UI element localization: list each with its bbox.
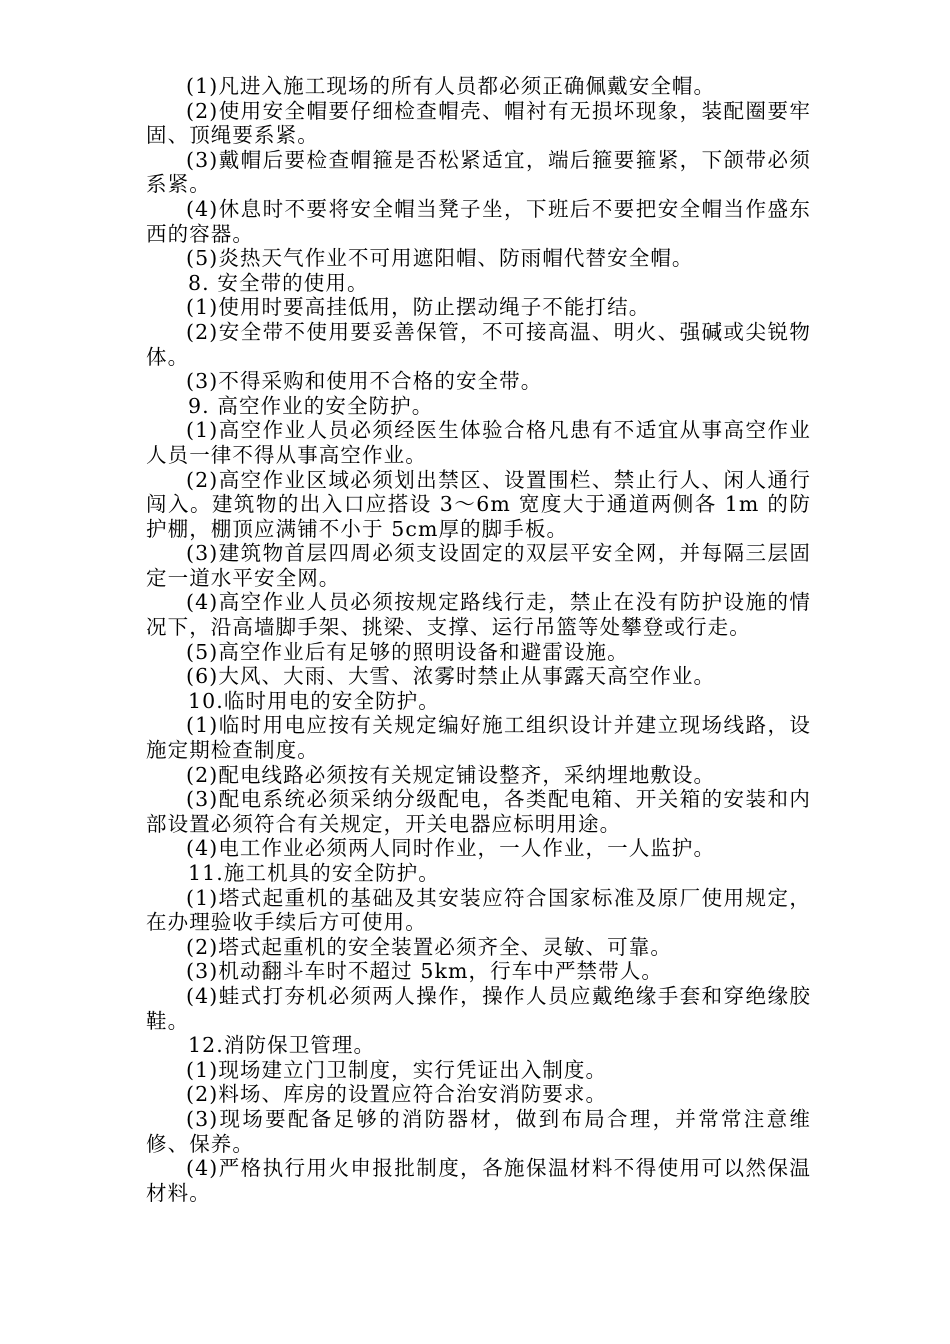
list-item: (3)机动翻斗车时不超过 5km，行车中严禁带人。 [186,959,663,984]
list-item: (4)休息时不要将安全帽当凳子坐，下班后不要把安全帽当作盛东西的容器。 [146,196,811,246]
list-item: (5)炎热天气作业不可用遮阳帽、防雨帽代替安全帽。 [186,246,694,271]
list-item: (4)严格执行用火申报批制度，各施保温材料不得使用可以然保温材料。 [146,1156,811,1205]
list-item: (1)凡进入施工现场的所有人员都必须正确佩戴安全帽。 [186,74,716,98]
list-item: (3)配电系统必须采纳分级配电，各类配电箱、开关箱的安装和内部设置必须符合有关规定，开关电器应标明用途。 [146,787,811,836]
section-heading: 10.临时用电的安全防护。 [188,688,440,713]
list-item: (1)高空作业人员必须经医生体验合格凡患有不适宜从事高空作业人员一律不得从事高空作业。 [146,418,811,467]
section-heading: 11.施工机具的安全防护。 [188,861,440,885]
list-item: (4)电工作业必须两人同时作业，一人作业，一人监护。 [186,836,716,861]
list-item: (2)安全带不使用要妥善保管，不可接高温、明火、强碱或尖锐物体。 [146,319,811,369]
list-item: (3)建筑物首层四周必须支设固定的双层平安全网，并每隔三层固定一道水平安全网。 [146,541,811,590]
list-item: (3)不得采购和使用不合格的安全带。 [186,369,543,394]
list-item: (2)使用安全帽要仔细检查帽壳、帽衬有无损坏现象，装配圈要牢固、顶绳要系紧。 [146,98,811,148]
list-item: (1)塔式起重机的基础及其安装应符合国家标准及原厂使用规定，在办理验收手续后方可使用。 [146,885,811,935]
section-heading: 8. 安全带的使用。 [188,270,369,295]
list-item: (2)配电线路必须按有关规定铺设整齐，采纳埋地敷设。 [186,762,716,787]
list-item: (3)戴帽后要检查帽箍是否松紧适宜，端后箍要箍紧，下颌带必须系紧。 [146,147,811,197]
list-item: (4)高空作业人员必须按规定路线行走，禁止在没有防护设施的情况下，沿高墙脚手架、挑梁、支撑、运行吊篮等处攀登或行走。 [146,590,811,640]
list-item: (6)大风、大雨、大雪、浓雾时禁止从事露天高空作业。 [186,664,716,689]
list-item: (1)现场建立门卫制度，实行凭证出入制度。 [186,1057,608,1082]
list-item: (1)临时用电应按有关规定编好施工组织设计并建立现场线路，设施定期检查制度。 [146,713,811,763]
list-item: (2)塔式起重机的安全装置必须齐全、灵敏、可靠。 [186,934,672,959]
document-body [146,74,811,1205]
list-item: (5)高空作业后有足够的照明设备和避雷设施。 [186,639,629,664]
list-item: (2)料场、库房的设置应符合治安消防要求。 [186,1082,608,1107]
section-heading: 9. 高空作业的安全防护。 [188,393,434,418]
list-item: (2)高空作业区域必须划出禁区、设置围栏、禁止行人、闲人通行闯入。建筑物的出入口应搭设 3～6m 宽度大于通道两侧各 1m 的防护棚，棚顶应满铺不小于 5cm厚的脚手板。 [146,467,811,541]
section-heading: 12.消防保卫管理。 [188,1033,376,1058]
list-item: (4)蛙式打夯机必须两人操作，操作人员应戴绝缘手套和穿绝缘胶鞋。 [146,983,811,1033]
list-item: (1)使用时要高挂低用，防止摆动绳子不能打结。 [186,295,651,320]
list-item: (3)现场要配备足够的消防器材，做到布局合理，并常常注意维修、保养。 [146,1106,811,1156]
